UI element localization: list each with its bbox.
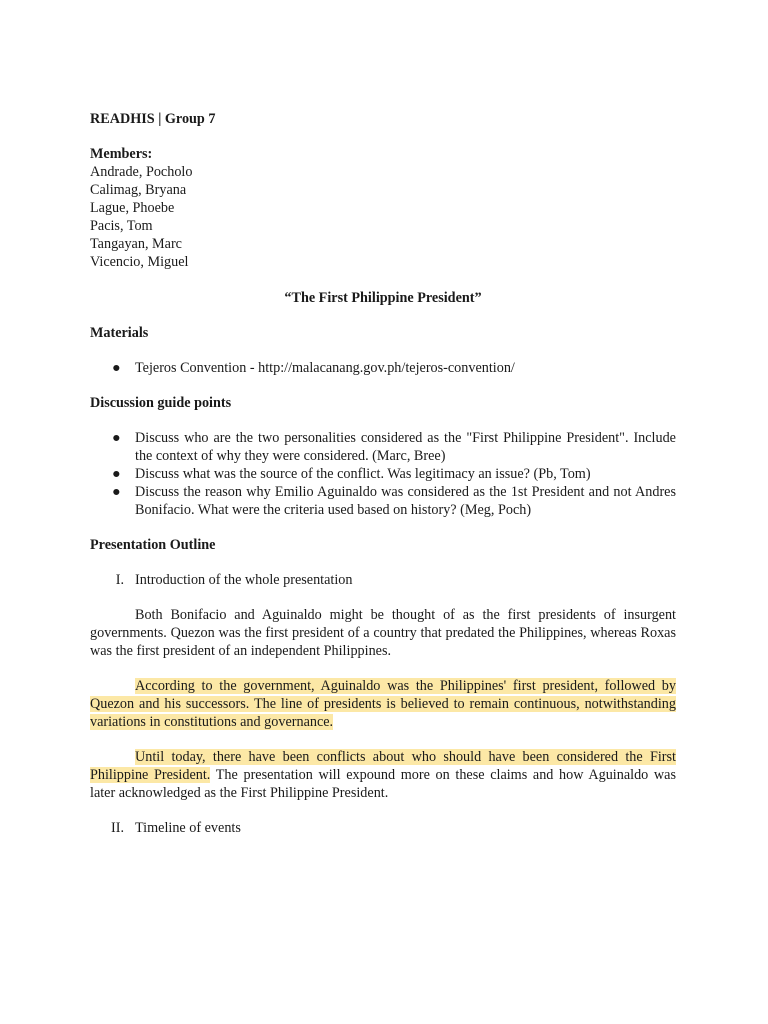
highlighted-text: Until today, there have been conflicts about who should have been considered the First Philippine President. xyxy=(90,749,676,783)
section-label: Timeline of events xyxy=(135,820,241,836)
members-list xyxy=(90,163,676,271)
paragraph-1: Both Bonifacio and Aguinaldo might be thought of as the first presidents of insurgent governments. Quezon was the first president of a country that predated the Philippines, whereas Roxas was the first president of an independent Philippines. xyxy=(90,607,676,659)
discussion-item xyxy=(90,429,676,465)
paragraph-3 xyxy=(90,748,676,802)
materials-list xyxy=(90,359,676,377)
materials-item xyxy=(90,359,676,377)
section-number: I. xyxy=(115,572,124,588)
discussion-item xyxy=(90,465,676,483)
member-name: Lague, Phoebe xyxy=(90,200,175,216)
member-name: Pacis, Tom xyxy=(90,218,153,234)
discussion-item-text: Discuss who are the two personalities considered as the "First Philippine President". Include the context of why they were considered. (Marc, Bree) xyxy=(135,430,676,464)
bullet-icon: ● xyxy=(112,360,121,376)
discussion-item-text: Discuss what was the source of the conflict. Was legitimacy an issue? (Pb, Tom) xyxy=(135,466,591,482)
outline-section-2 xyxy=(90,819,676,837)
bullet-icon: ● xyxy=(112,466,121,482)
document-header: READHIS | Group 7 xyxy=(90,111,216,127)
section-label: Introduction of the whole presentation xyxy=(135,572,353,588)
outline-section-1 xyxy=(90,571,676,589)
section-number: II. xyxy=(111,820,124,836)
members-heading: Members: xyxy=(90,146,153,162)
discussion-item xyxy=(90,483,676,519)
bullet-icon: ● xyxy=(112,430,121,446)
discussion-list xyxy=(90,429,676,519)
document-page xyxy=(90,110,676,854)
paragraph-2 xyxy=(90,677,676,731)
member-name: Vicencio, Miguel xyxy=(90,254,189,270)
member-name: Calimag, Bryana xyxy=(90,182,187,198)
outline-heading: Presentation Outline xyxy=(90,537,216,553)
member-name: Andrade, Pocholo xyxy=(90,164,193,180)
materials-item-text: Tejeros Convention - http://malacanang.gov.ph/tejeros-convention/ xyxy=(135,360,515,376)
highlighted-text: According to the government, Aguinaldo was the Philippines' first president, followed by Quezon and his successors. The line of presidents is believed to remain continuous, notwithstanding variations in constitutions and governance. xyxy=(90,678,676,730)
materials-heading: Materials xyxy=(90,325,149,341)
document-title: “The First Philippine President” xyxy=(284,290,482,306)
member-name: Tangayan, Marc xyxy=(90,236,182,252)
bullet-icon: ● xyxy=(112,484,121,500)
discussion-heading: Discussion guide points xyxy=(90,395,232,411)
paragraph-3-rest: The presentation will expound more on these claims and how Aguinaldo was later acknowledged as the First Philippine President. xyxy=(90,767,676,801)
discussion-item-text: Discuss the reason why Emilio Aguinaldo was considered as the 1st President and not Andres Bonifacio. What were the criteria used based on history? (Meg, Poch) xyxy=(135,484,676,518)
